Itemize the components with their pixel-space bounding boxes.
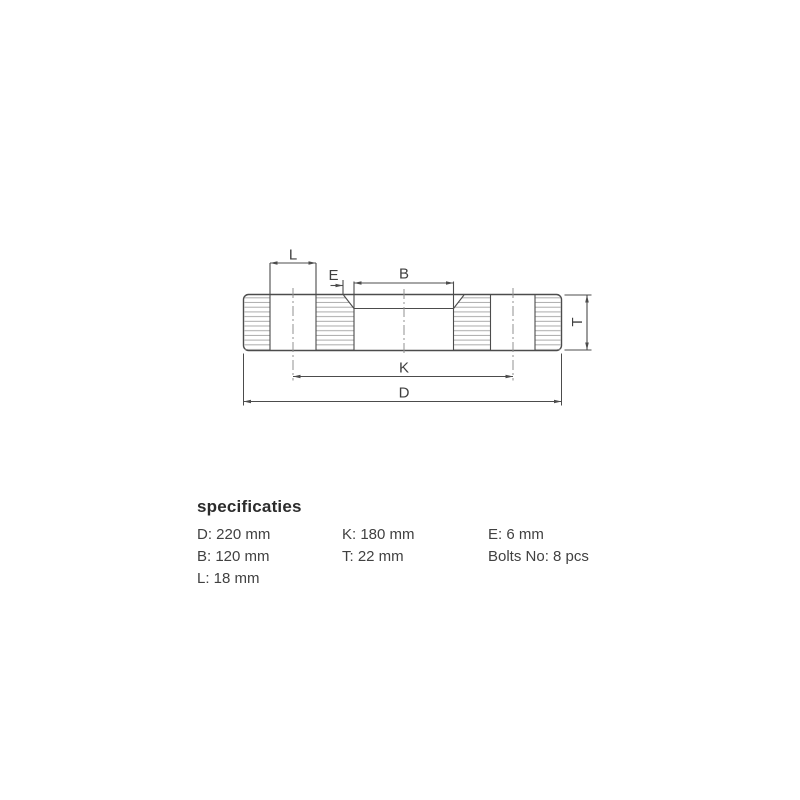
- hatch-right-inner: [454, 296, 491, 350]
- hatch-right-outer: [535, 296, 561, 350]
- dim-label-t: T: [569, 317, 586, 327]
- spec-item-d: D: 220 mm: [197, 526, 271, 543]
- spec-column-2: [342, 524, 415, 568]
- dimension-B: [354, 266, 454, 285]
- arrow-icon: [446, 281, 454, 285]
- dimension-E: [328, 267, 343, 287]
- spec-item-e: E: 6 mm: [488, 526, 544, 543]
- hatch-left-inner: [316, 296, 354, 350]
- spec-column-1: [197, 524, 270, 590]
- dimension-T: [565, 295, 592, 350]
- arrow-icon: [270, 261, 278, 265]
- arrow-icon: [354, 281, 362, 285]
- dimension-K: [293, 360, 513, 379]
- spec-item-bolts: Bolts No: 8 pcs: [488, 548, 589, 565]
- spec-column-3: [488, 524, 589, 568]
- spec-item-b: B: 120 mm: [197, 548, 270, 565]
- dim-label-b: B: [398, 265, 410, 283]
- specifications-title: specificaties: [197, 497, 302, 516]
- dim-label-k: K: [398, 359, 410, 377]
- arrow-icon: [336, 284, 344, 288]
- flange-outline: [244, 295, 562, 351]
- dim-label-e: E: [328, 267, 339, 284]
- arrow-icon: [293, 375, 301, 379]
- arrow-icon: [506, 375, 514, 379]
- arrow-icon: [309, 261, 317, 265]
- arrow-icon: [585, 343, 589, 351]
- flange-body: [244, 295, 562, 351]
- spec-item-t: T: 22 mm: [342, 548, 404, 565]
- spec-item-l: L: 18 mm: [197, 570, 260, 587]
- dimension-L: [270, 247, 316, 265]
- arrow-icon: [554, 400, 562, 404]
- hatch-left-outer: [245, 296, 270, 350]
- spec-item-k: K: 180 mm: [342, 526, 415, 543]
- dim-label-d: D: [398, 384, 410, 402]
- dim-label-l: L: [288, 246, 298, 264]
- arrow-icon: [244, 400, 252, 404]
- arrow-icon: [585, 295, 589, 303]
